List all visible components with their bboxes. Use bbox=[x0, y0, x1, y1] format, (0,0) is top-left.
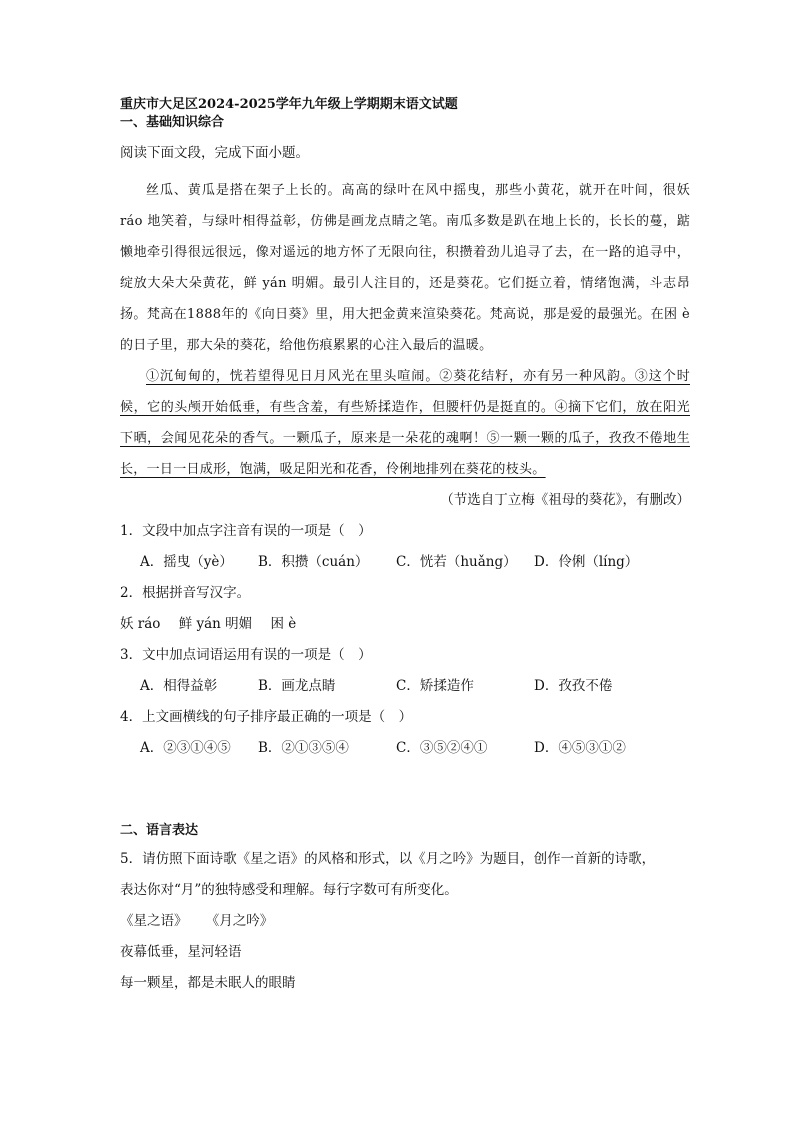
pinyin-item: 妖 ráo bbox=[120, 616, 161, 632]
underlined-sentences: ①沉甸甸的，恍若望得见日月风光在里头喧闹。②葵花结籽，亦有另一种风韵。③这个时候，它的头颅开始低垂，有些含羞，有些矫揉造作，但腰杆仍是挺直的。④摘下它们，放在阳光下晒，会闻见花朵的香气。一颗瓜子，原来是一朵花的魂啊！⑤一颗一颗的瓜子，孜孜不倦地生长，一日一日成形，饱满，吸足阳光和花香，伶俐地排列在葵花的枝头。 bbox=[120, 369, 690, 477]
passage-paragraph-2 bbox=[120, 361, 690, 485]
question-1-options bbox=[140, 547, 690, 578]
question-2: 2．根据拼音写汉字。 bbox=[120, 585, 251, 601]
section-heading-1: 一、基础知识综合 bbox=[120, 115, 225, 130]
option-b: B．积攒（cuán） bbox=[258, 554, 369, 570]
question-3: 3．文中加点词语运用有误的一项是（ ） bbox=[120, 647, 372, 663]
option-a: A．相得益彰 bbox=[140, 678, 218, 694]
question-5-line-1: 5．请仿照下面诗歌《星之语》的风格和形式，以《月之吟》为题目，创作一首新的诗歌， bbox=[120, 851, 656, 867]
pinyin-item: 困 è bbox=[270, 616, 297, 632]
poem-title-example: 《星之语》 bbox=[120, 913, 188, 929]
question-4: 4．上文画横线的句子排序最正确的一项是（ ） bbox=[120, 709, 413, 725]
section-heading-2: 二、语言表达 bbox=[120, 823, 199, 838]
option-a: A．摇曳（yè） bbox=[140, 554, 233, 570]
passage-paragraph-1: 丝瓜、黄瓜是搭在架子上长的。高高的绿叶在风中摇曳，那些小黄花，就开在叶间，很妖 ráo 地笑着，与绿叶相得益彰，仿佛是画龙点睛之笔。南瓜多数是趴在地上长的，长长的蔓，踮懒地牵引得很远很远，像对遥远的地方怀了无限向往，积攒着劲儿追寻了去，在一路的追寻中，绽放大朵大朵黄花，鲜 yán 明媚。最引人注目的，还是葵花。它们挺立着，情绪饱满，斗志昂扬。梵高在1888年的《向日葵》里，用大把金黄来渲染葵花。梵高说，那是爱的最强光。在困 è 的日子里，那大朵的葵花，给他伤痕累累的心注入最后的温暖。 bbox=[120, 183, 690, 353]
option-b: B．画龙点睛 bbox=[258, 678, 336, 694]
option-b: B．②①③⑤④ bbox=[258, 740, 349, 756]
question-1: 1．文段中加点字注音有误的一项是（ ） bbox=[120, 523, 372, 539]
exam-title: 重庆市大足区2024-2025学年九年级上学期期末语文试题 bbox=[120, 97, 458, 112]
poem-titles bbox=[120, 906, 690, 937]
passage-source: （节选自丁立梅《祖母的葵花》，有删改） bbox=[440, 492, 690, 508]
option-d: D．孜孜不倦 bbox=[534, 678, 613, 694]
option-d: D．伶俐（líng） bbox=[534, 554, 639, 570]
poem-line-1: 夜幕低垂，星河轻语 bbox=[120, 944, 242, 960]
reading-instruction: 阅读下面文段，完成下面小题。 bbox=[120, 145, 309, 161]
question-5-line-2: 表达你对“月”的独特感受和理解。每行字数可有所变化。 bbox=[120, 882, 458, 898]
poem-title-task: 《月之吟》 bbox=[205, 913, 274, 929]
poem-line-2: 每一颗星，都是未眠人的眼睛 bbox=[120, 975, 296, 991]
question-4-options bbox=[140, 733, 690, 764]
option-c: C．恍若（huǎng） bbox=[396, 554, 517, 570]
option-a: A．②③①④⑤ bbox=[140, 740, 231, 756]
question-2-pinyin-line bbox=[120, 609, 690, 640]
question-3-options bbox=[140, 671, 690, 702]
option-d: D．④⑤③①② bbox=[534, 740, 626, 756]
option-c: C．③⑤②④① bbox=[396, 740, 488, 756]
exam-page bbox=[120, 96, 690, 999]
pinyin-item: 鲜 yán 明媚 bbox=[178, 616, 253, 632]
option-c: C．矫揉造作 bbox=[396, 678, 474, 694]
